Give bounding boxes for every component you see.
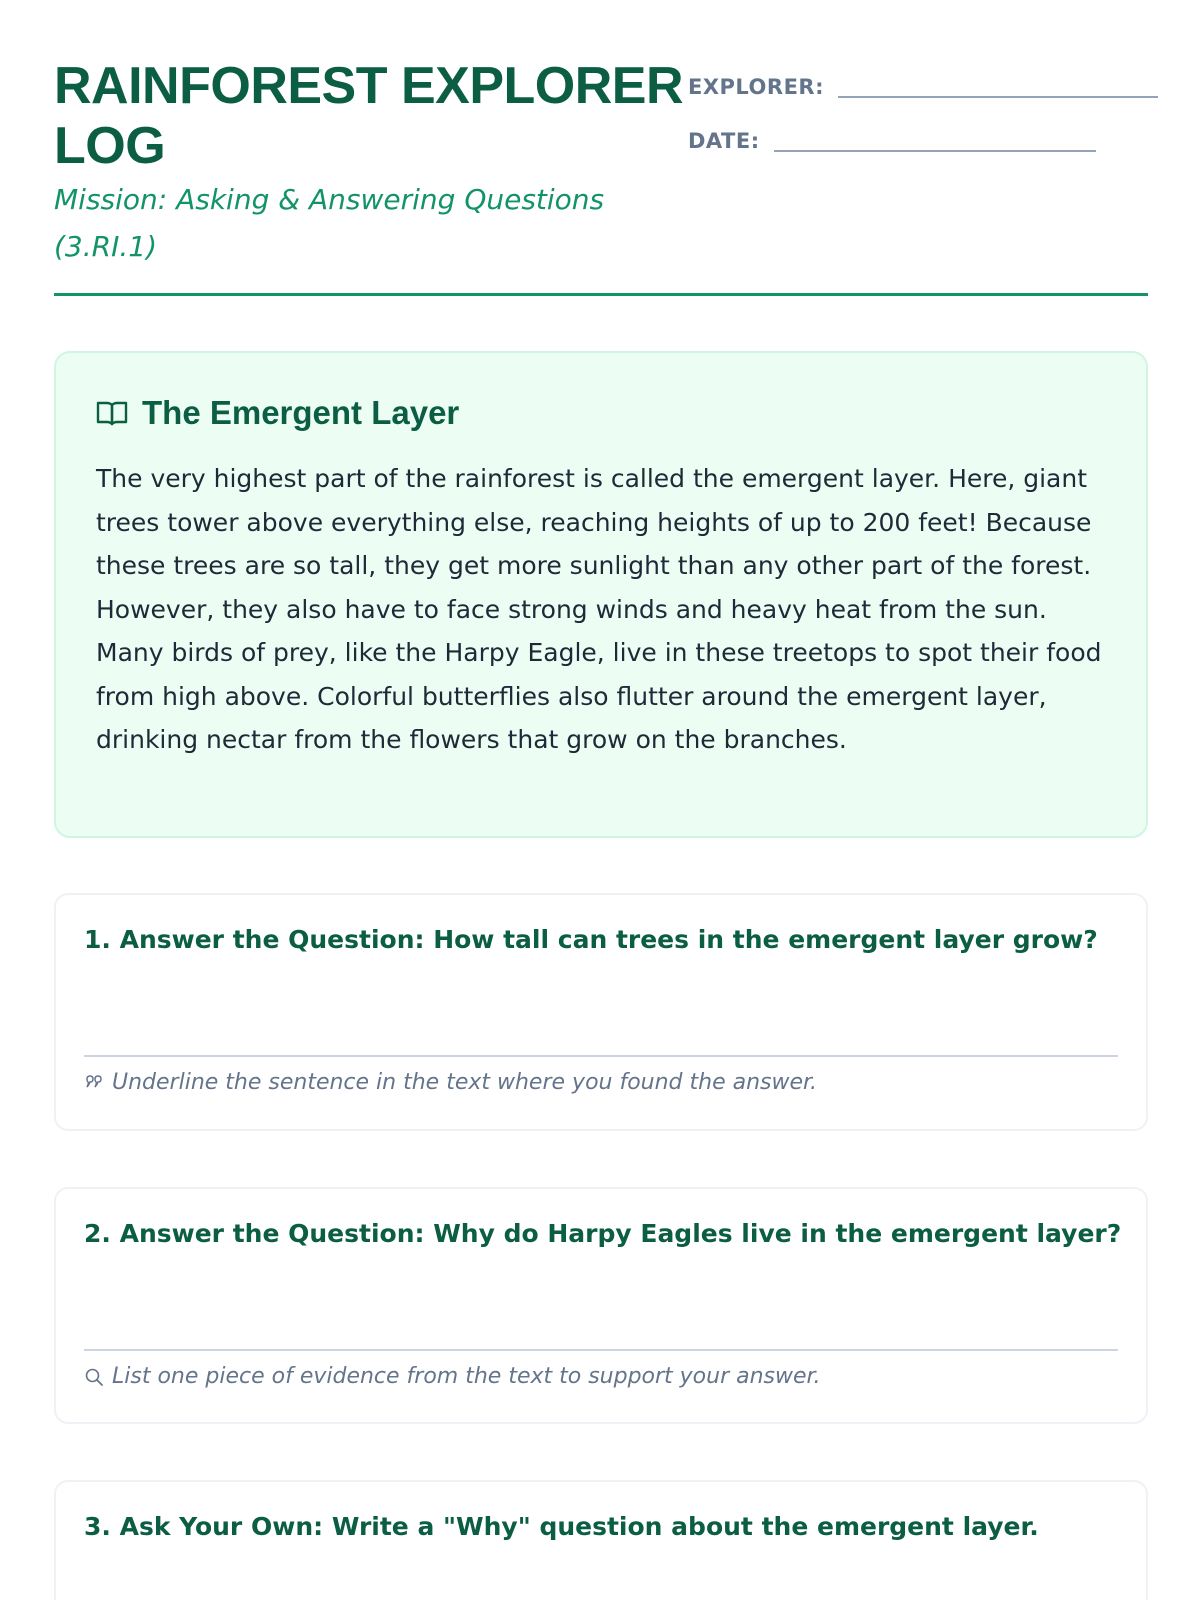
worksheet-header [54, 52, 1148, 296]
date-label: DATE: [688, 129, 760, 153]
open-book-icon [96, 400, 128, 426]
question-1-hint-text: Underline the sentence in the text where you found the answer. [112, 1070, 818, 1095]
reading-passage-card [54, 351, 1148, 838]
question-card-3 [54, 1480, 1148, 1600]
magnifier-icon [84, 1367, 104, 1387]
page-title: RAINFOREST EXPLORER LOG [54, 57, 683, 175]
question-2-text: 2. Answer the Question: Why do Harpy Eagles live in the emergent layer? [84, 1219, 1122, 1248]
question-card-2 [54, 1187, 1148, 1424]
reading-heading [96, 395, 1106, 431]
date-line[interactable] [774, 150, 1096, 152]
explorer-name-line[interactable] [838, 96, 1158, 98]
answer-line-2[interactable] [84, 1349, 1118, 1351]
quote-icon [84, 1073, 104, 1093]
reading-text: The very highest part of the rainforest is called the emergent layer. Here, giant trees tower above everything else, reaching heights of up to 200 feet! Because these trees are so tall, they get more sunlight than any other part of the forest. However, they also have to face strong winds and heavy heat from the sun. Many birds of prey, like the Harpy Eagle, live in these treetops to spot their food from high above. Colorful butterflies also flutter around the emergent layer, drinking nectar from the flowers that grow on the branches. [96, 464, 1102, 754]
question-1-hint [84, 1070, 817, 1095]
question-2-hint-text: List one piece of evidence from the text to support your answer. [112, 1364, 821, 1389]
question-card-1 [54, 893, 1148, 1131]
explorer-label: EXPLORER: [688, 75, 824, 99]
page-subtitle: Mission: Asking & Answering Questions (3.RI.1) [54, 183, 605, 263]
question-3-text: 3. Ask Your Own: Write a "Why" question about the emergent layer. [84, 1512, 1039, 1541]
reading-title: The Emergent Layer [142, 394, 460, 431]
answer-line-1[interactable] [84, 1055, 1118, 1057]
question-2-hint [84, 1364, 821, 1389]
explorer-field [688, 64, 1158, 100]
question-1-text: 1. Answer the Question: How tall can trees in the emergent layer grow? [84, 925, 1098, 954]
date-field [688, 118, 1096, 154]
